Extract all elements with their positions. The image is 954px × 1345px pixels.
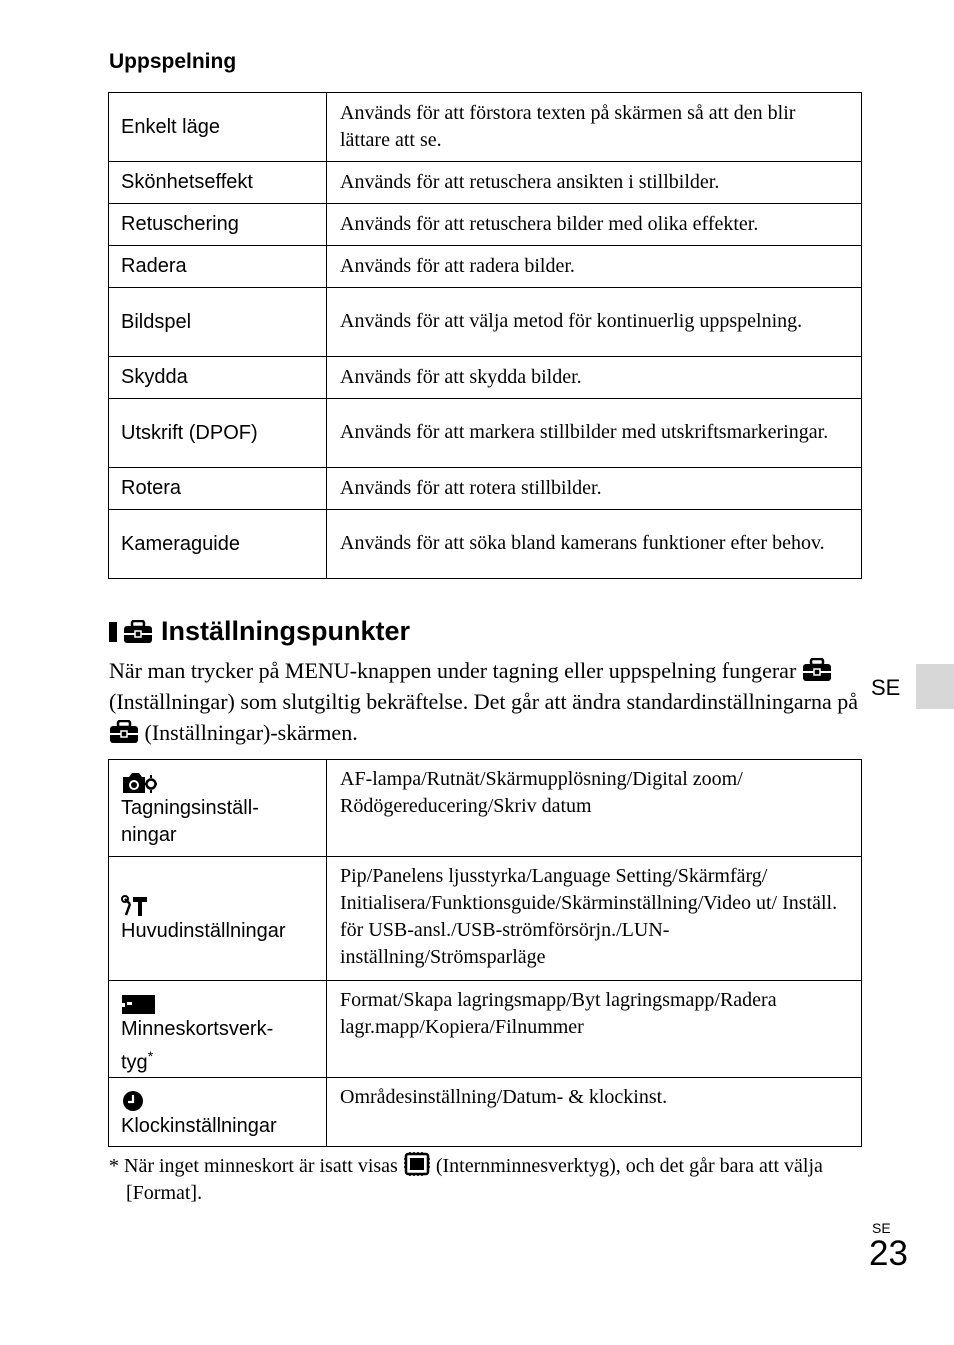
row-description: Används för att retuschera bilder med olika effekter. xyxy=(327,204,862,246)
row-description: Används för att förstora texten på skärmen så att den blir lättare att se. xyxy=(327,93,862,162)
row-description: Används för att rotera stillbilder. xyxy=(327,468,862,510)
row-label xyxy=(109,760,327,857)
row-description: Format/Skapa lagringsmapp/Byt lagringsmapp/Radera lagr.mapp/Kopiera/Filnummer xyxy=(327,981,862,1078)
row-label: Radera xyxy=(109,246,327,288)
table-row xyxy=(109,981,862,1078)
settings-table xyxy=(108,759,862,1147)
row-description: Används för att retuschera ansikten i stillbilder. xyxy=(327,162,862,204)
memory-card-icon xyxy=(121,989,314,1016)
side-language-label: SE xyxy=(871,675,901,700)
row-description: Används för att radera bilder. xyxy=(327,246,862,288)
row-label-line1: Huvudinställningar xyxy=(121,920,286,942)
toolbox-icon xyxy=(123,620,153,644)
footnote xyxy=(109,1151,869,1207)
heading-bar xyxy=(109,622,117,642)
table-row xyxy=(109,510,862,579)
row-description: Används för att markera stillbilder med utskriftsmarkeringar. xyxy=(327,399,862,468)
table-row xyxy=(109,357,862,399)
page-language: SE xyxy=(872,1220,891,1236)
playback-table xyxy=(108,92,862,579)
side-tab xyxy=(916,664,954,709)
row-description: AF-lampa/Rutnät/Skärmupplösning/Digital zoom/ Rödögereducering/Skriv datum xyxy=(327,760,862,857)
intro-text-3: (Inställningar)-skärmen. xyxy=(144,720,358,745)
table-row xyxy=(109,399,862,468)
row-label: Kameraguide xyxy=(109,510,327,579)
footnote-mark: * xyxy=(147,1048,154,1064)
table-row xyxy=(109,204,862,246)
row-label: Rotera xyxy=(109,468,327,510)
row-description: Används för att skydda bilder. xyxy=(327,357,862,399)
row-label-line1: Tagningsinställ- xyxy=(121,797,259,819)
page-number: 23 xyxy=(869,1234,908,1273)
table-row xyxy=(109,1077,862,1146)
row-label-line2: tyg xyxy=(121,1051,148,1074)
settings-heading xyxy=(109,616,410,647)
row-label: Skydda xyxy=(109,357,327,399)
footnote-text-2: (Internminnesverktyg), och det går bara att välja [Format]. xyxy=(126,1155,823,1204)
table-row xyxy=(109,246,862,288)
settings-heading-text: Inställningspunkter xyxy=(161,616,411,646)
row-label: Skönhetseffekt xyxy=(109,162,327,204)
table-row xyxy=(109,93,862,162)
row-description: Områdesinställning/Datum- & klockinst. xyxy=(327,1077,862,1146)
toolbox-icon xyxy=(802,658,832,682)
table-row xyxy=(109,857,862,981)
table-row xyxy=(109,162,862,204)
row-label: Bildspel xyxy=(109,288,327,357)
row-label-line1: Minneskortsverk- xyxy=(121,1018,274,1040)
intro-text-2: (Inställningar) som slutgiltig bekräftelse. Det går att ändra standardinställningarna på xyxy=(109,689,858,714)
table-row xyxy=(109,288,862,357)
internal-memory-icon xyxy=(403,1151,431,1177)
row-label: Enkelt läge xyxy=(109,93,327,162)
camera-settings-icon xyxy=(121,768,314,795)
footnote-text-1: * När inget minneskort är isatt visas xyxy=(109,1155,398,1177)
row-label xyxy=(109,857,327,981)
table-row xyxy=(109,760,862,857)
playback-heading: Uppspelning xyxy=(109,50,237,73)
intro-text-1: När man trycker på MENU-knappen under tagning eller uppspelning fungerar xyxy=(109,658,797,683)
toolbox-icon xyxy=(109,720,139,744)
row-label xyxy=(109,1077,327,1146)
table-row xyxy=(109,468,862,510)
tools-icon xyxy=(121,891,314,918)
settings-intro xyxy=(109,655,869,748)
row-description: Används för att söka bland kamerans funktioner efter behov. xyxy=(327,510,862,579)
row-description: Används för att välja metod för kontinuerlig uppspelning. xyxy=(327,288,862,357)
row-label-line2: ningar xyxy=(121,824,177,846)
row-label xyxy=(109,981,327,1078)
clock-icon xyxy=(121,1086,314,1113)
row-label: Retuschering xyxy=(109,204,327,246)
row-label: Utskrift (DPOF) xyxy=(109,399,327,468)
row-label-line1: Klockinställningar xyxy=(121,1114,277,1137)
row-description: Pip/Panelens ljusstyrka/Language Setting/Skärmfärg/ Initialisera/Funktionsguide/Skärminställning/Video ut/ Inställ. för USB-ansl./USB-strömförsörjn./LUN-inställning/Strömsparläge xyxy=(327,857,862,981)
